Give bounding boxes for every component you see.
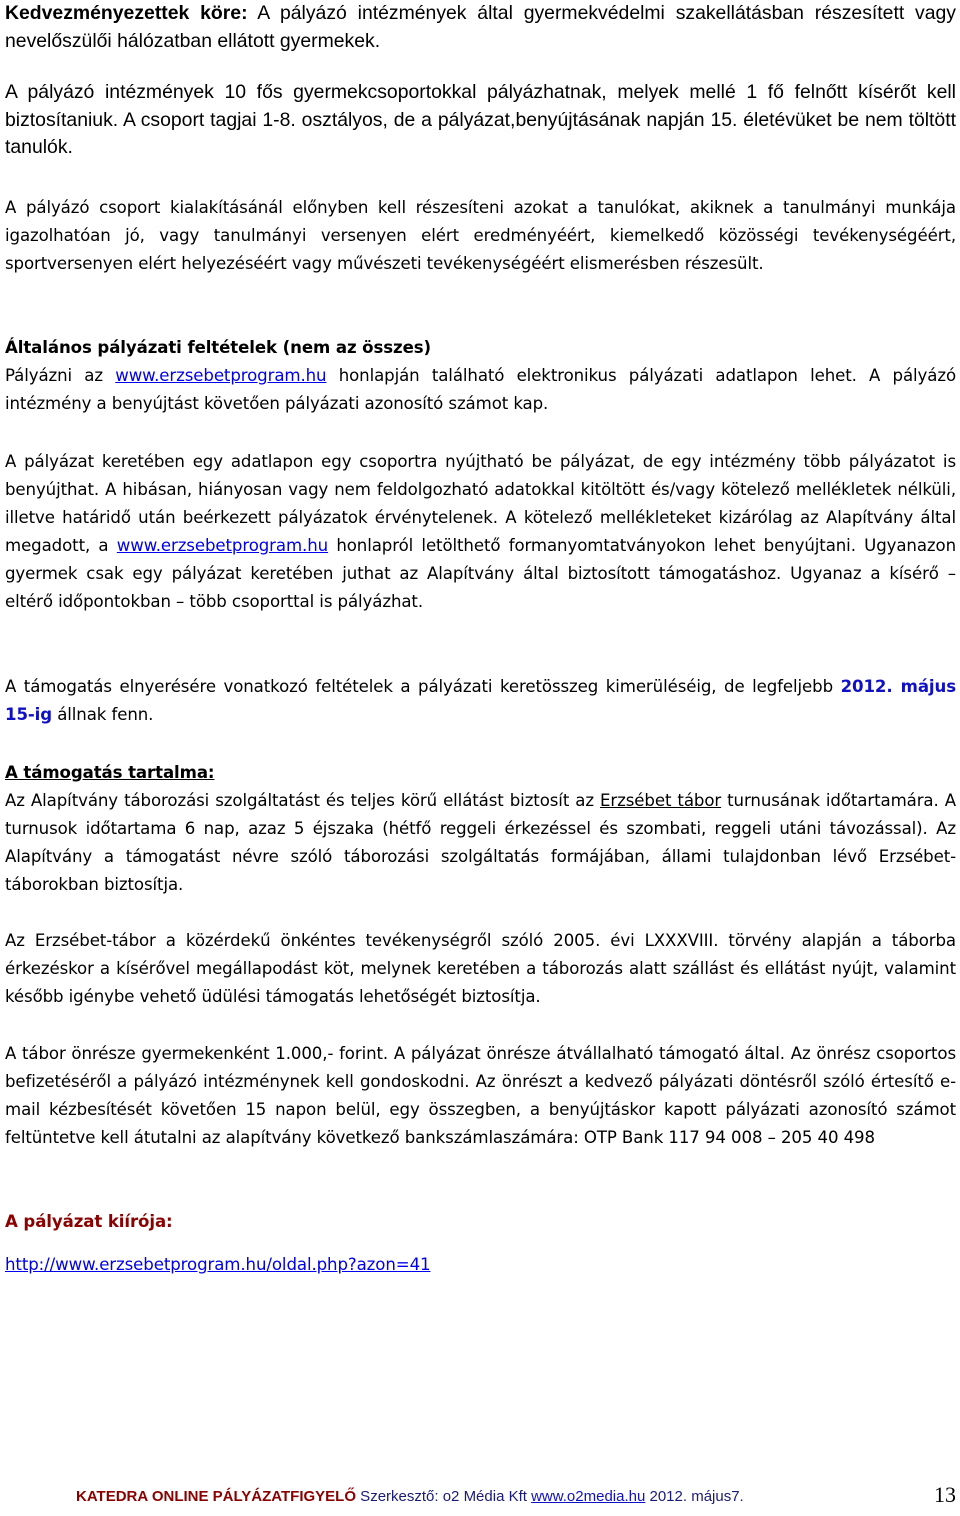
beneficiaries-label: Kedvezményezettek köre: xyxy=(5,2,248,24)
law-paragraph xyxy=(5,927,956,1011)
beneficiaries-paragraph xyxy=(5,0,956,55)
support-text-after: állnak fenn. xyxy=(52,705,154,724)
apply-text-after: honlapján található elektronikus pályázati adatlapon lehet. A pályázó intézmény a benyújtást követően pályázati azonosító számot kap. xyxy=(5,366,956,413)
general-conditions-paragraph xyxy=(5,362,956,418)
deadline-date: 2012. május 15-ig xyxy=(5,677,956,724)
support-text-before: A támogatás elnyerésére vonatkozó feltételek a pályázati keretösszeg kimerüléséig, de legfeljebb xyxy=(5,677,841,696)
footer-o2media-link[interactable]: www.o2media.hu xyxy=(531,1488,646,1505)
page-footer xyxy=(76,1482,956,1516)
issuer-url-line xyxy=(5,1251,430,1279)
footer-date: 2012. május7. xyxy=(645,1488,744,1505)
own-contribution-paragraph xyxy=(5,1040,956,1152)
framework-text-before: A pályázat keretében egy adatlapon egy csoportra nyújtható be pályázat, de egy intézmény több pályázatot is benyújthat. A hibásan, hiányosan vagy nem feldolgozható adatokkal kitöltött és/vagy kötelező mellékletek nélküli, illetve határidő után beérkezett pályázatok érvénytelenek. A kötelező mellékleteket kizárólag az Alapítvány által megadott, a xyxy=(5,452,956,555)
footer-title: KATEDRA ONLINE PÁLYÁZATFIGYELŐ xyxy=(76,1488,357,1505)
general-conditions-heading: Általános pályázati feltételek (nem az összes) xyxy=(5,338,432,357)
preference-text: A pályázó csoport kialakításánál előnyben kell részesíteni azokat a tanulókat, akiknek a tanulmányi munkája igazolhatóan jó, vagy tanulmányi versenyen elért eredményéért, kiemelkedő közösségi tevékenységéért, sportversenyen elért helyezéséért vagy művészeti tevékenységéért elismerésben részesült. xyxy=(5,198,956,273)
content-text-after: turnusának időtartamára. A turnusok időtartama 6 nap, azaz 5 éjszaka (hétfő reggeli érkezéssel és szombati, reggeli utáni távozással). Az Alapítvány a támogatást névre szóló táborozási szolgáltatás formájában, állami tulajdonban lévő Erzsébet-táborokban biztosítja. xyxy=(5,791,956,894)
erzsebetprogram-link[interactable]: www.erzsebetprogram.hu xyxy=(115,366,327,385)
own-contribution-text: A tábor önrésze gyermekenként 1.000,- forint. A pályázat önrésze átvállalható támogató által. Az önrész csoportos befizetéséről a pályázó intézménynek kell gondoskodni. Az önrészt a kedvező pályázati döntésről szóló értesítő e-mail kézbesítését követően 15 napon belül, egy összegben, a benyújtáskor kapott pályázati azonosító számot feltüntetve kell átutalni az alapítvány következő bankszámlaszámára: OTP Bank 117 94 008 – 205 40 498 xyxy=(5,1044,956,1147)
content-text-before: Az Alapítvány táborozási szolgáltatást és teljes körű ellátást biztosít az xyxy=(5,791,601,810)
intro-paragraph xyxy=(5,79,956,162)
footer-editor-label: Szerkesztő: o2 Média Kft xyxy=(356,1488,532,1505)
support-content-heading: A támogatás tartalma: xyxy=(5,763,215,782)
support-content-paragraph xyxy=(5,787,956,899)
support-conditions-paragraph xyxy=(5,673,956,729)
apply-text-before: Pályázni az xyxy=(5,366,116,385)
framework-text-after: honlapról letölthető formanyomtatványokon lehet benyújtani. Ugyanazon gyermek csak egy pályázat keretében juthat az Alapítvány által biztosított támogatáshoz. Ugyanaz a kísérő – eltérő időpontokban – több csoporttal is pályázhat. xyxy=(5,536,956,611)
erzsebetprogram-link-2[interactable]: www.erzsebetprogram.hu xyxy=(116,536,329,555)
page-number: 13 xyxy=(934,1482,956,1507)
preference-paragraph xyxy=(5,194,956,278)
erzsebet-tabor-underlined: Erzsébet tábor xyxy=(600,791,722,810)
issuer-heading: A pályázat kiírója: xyxy=(5,1212,173,1231)
framework-paragraph xyxy=(5,448,956,616)
issuer-url-link[interactable]: http://www.erzsebetprogram.hu/oldal.php?azon=41 xyxy=(5,1255,431,1274)
intro-text: A pályázó intézmények 10 fős gyermekcsoportokkal pályázhatnak, melyek mellé 1 fő felnőtt kísérőt kell biztosítaniuk. A csoport tagjai 1-8. osztályos, de a pályázat,benyújtásának napján 15. életévüket be nem töltött tanulók. xyxy=(5,81,956,158)
law-text: Az Erzsébet-tábor a közérdekű önkéntes tevékenységről szóló 2005. évi LXXXVIII. törvény alapján a táborba érkezéskor a kísérővel megállapodást köt, melynek keretében a táborozás alatt szállást és ellátást nyújt, valamint később igénybe vehető üdülési támogatás lehetőségét biztosítja. xyxy=(5,931,956,1006)
beneficiaries-text: A pályázó intézmények által gyermekvédelmi szakellátásban részesített vagy nevelőszülői hálózatban ellátott gyermekek. xyxy=(5,2,957,52)
